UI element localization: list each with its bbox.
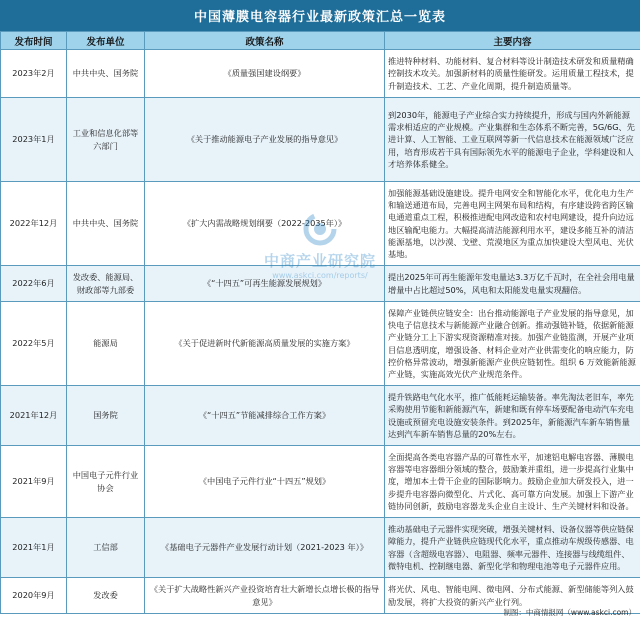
- cell-date: 2022年5月: [1, 302, 67, 386]
- cell-date: 2023年2月: [1, 50, 67, 98]
- cell-content: 提升铁路电气化水平，推广低能耗运输装备。率先淘汰老旧车，率先采购使用节能和新能源汽车，新建和既有停车场要配备电动汽车充电设施或预留充电设施安装条件。到2025年，新能源汽车新车销售量达到汽车新车销售总量的20%左右。: [385, 386, 640, 446]
- cell-policy: 《关于推动能源电子产业发展的指导意见》: [145, 98, 385, 182]
- cell-date: 2021年12月: [1, 386, 67, 446]
- cell-org: 国务院: [67, 386, 145, 446]
- header-policy: 政策名称: [145, 32, 385, 50]
- cell-content: 保障产业链供应链安全：出台推动能源电子产业发展的指导意见，加快电子信息技术与新能源产业融合创新。推动强链补链，依据新能源产业链分工上下游实现资源精准对接。加强产业链监测，开展产业项目信息透明度，增强设备、材料企业对产业供需变化的响应能力，防控价格异常波动，增强新能源产业供应链韧性。组织 6 万效能新能源产业链，实施高效光伏产业规范条件。: [385, 302, 640, 386]
- cell-org: 中共中央、国务院: [67, 182, 145, 266]
- cell-policy: 《关于促进新时代新能源高质量发展的实施方案》: [145, 302, 385, 386]
- table-row: [1, 50, 640, 98]
- table-title: 中国薄膜电容器行业最新政策汇总一览表: [0, 0, 640, 31]
- cell-content: 将光伏、风电、智能电网、微电网、分布式能源、新型储能等列入鼓励发展，将扩大投资的新兴产业行列。: [385, 578, 640, 614]
- table-row: [1, 446, 640, 518]
- policy-table: [0, 31, 640, 614]
- cell-date: 2020年9月: [1, 578, 67, 614]
- cell-org: 中共中央、国务院: [67, 50, 145, 98]
- cell-content: 到2030年，能源电子产业综合实力持续提升，形成与国内外新能源需求相适应的产业规模。产业集群和生态体系不断完善，5G/6G、先进计算、人工智能、工业互联网等新一代信息技术在能源领域广泛应用，培育形成若干具有国际领先水平的能源电子企业，学科建设和人才培养体系健全。: [385, 98, 640, 182]
- header-date: 发布时间: [1, 32, 67, 50]
- watermark-url: www.askci.com/reports/: [272, 271, 368, 280]
- cell-policy: 《中国电子元件行业“十四五”规划》: [145, 446, 385, 518]
- cell-date: 2021年1月: [1, 518, 67, 578]
- cell-org: 能源局: [67, 302, 145, 386]
- cell-content: 推动基础电子元器件实现突破，增强关键材料、设备仪器等供应链保障能力，提升产业链供应链现代化水平，重点推动车规级传感器、电容器（含超级电容器）、电阻器、频率元器件、连接器与线缆组件、微特电机、控制继电器、新型化学和物理电池等电子元器件应用。: [385, 518, 640, 578]
- cell-content: 提出2025年可再生能源年发电量达3.3万亿千瓦时，在全社会用电量增量中占比超过50%，风电和太阳能发电量实现翻倍。: [385, 266, 640, 302]
- cell-org: 发改委、能源局、财政部等九部委: [67, 266, 145, 302]
- cell-content: 全面提高各类电容器产品的可靠性水平，加速铝电解电容器、薄膜电容器等电容器细分领域的整合，鼓励兼并重组，进一步提高行业集中度，增加本土骨干企业的国际影响力。鼓励企业加大研发投入，进一步提升电容器向微型化、片式化、高可靠方向发展。加强上下游产业链协同创新，鼓励电容器龙头企业自主设计、生产关键材料和设备。: [385, 446, 640, 518]
- cell-date: 2022年12月: [1, 182, 67, 266]
- cell-policy: 《质量强国建设纲要》: [145, 50, 385, 98]
- cell-content: 推进特种材料、功能材料、复合材料等设计制造技术研发和质量精确控制技术攻关。加强新材料的质量性能研发。运用质量工程技术，提升制造技术、工艺、产业化周期，提升制造质量等。: [385, 50, 640, 98]
- source-footer: 制图：中商情报网（www.askci.com）: [503, 608, 636, 617]
- cell-policy: 《关于扩大战略性新兴产业投资培育壮大新增长点增长极的指导意见》: [145, 578, 385, 614]
- cell-policy: 《扩大内需战略规划纲要（2022-2035年）》: [145, 182, 385, 266]
- cell-date: 2023年1月: [1, 98, 67, 182]
- cell-org: 中国电子元件行业协会: [67, 446, 145, 518]
- cell-policy: 《“十四五”可再生能源发展规划》: [145, 266, 385, 302]
- watermark-brand: 中商产业研究院: [263, 252, 376, 270]
- cell-org: 工业和信息化部等六部门: [67, 98, 145, 182]
- cell-date: 2022年6月: [1, 266, 67, 302]
- header-content: 主要内容: [385, 32, 640, 50]
- cell-policy: 《“十四五”节能减排综合工作方案》: [145, 386, 385, 446]
- header-row: [1, 32, 640, 50]
- cell-org: 发改委: [67, 578, 145, 614]
- table-row: [1, 518, 640, 578]
- cell-policy: 《基础电子元器件产业发展行动计划（2021-2023 年）》: [145, 518, 385, 578]
- cell-org: 工信部: [67, 518, 145, 578]
- table-row: [1, 266, 640, 302]
- cell-date: 2021年9月: [1, 446, 67, 518]
- table-row: [1, 386, 640, 446]
- table-row: [1, 182, 640, 266]
- cell-content: 加强能源基础设施建设。提升电网安全和智能化水平，优化电力生产和输送通道布局，完善电网主网架布局和结构，有序建设跨省跨区输电通道重点工程，积极推进配电网改造和农村电网建设，提升向边远地区输配电能力。大幅提高清洁能源利用水平，建设多能互补的清洁能源基地，以沙漠、戈壁、荒漠地区为重点加快建设大型风电、光伏基地。: [385, 182, 640, 266]
- table-row: [1, 302, 640, 386]
- table-row: [1, 98, 640, 182]
- header-org: 发布单位: [67, 32, 145, 50]
